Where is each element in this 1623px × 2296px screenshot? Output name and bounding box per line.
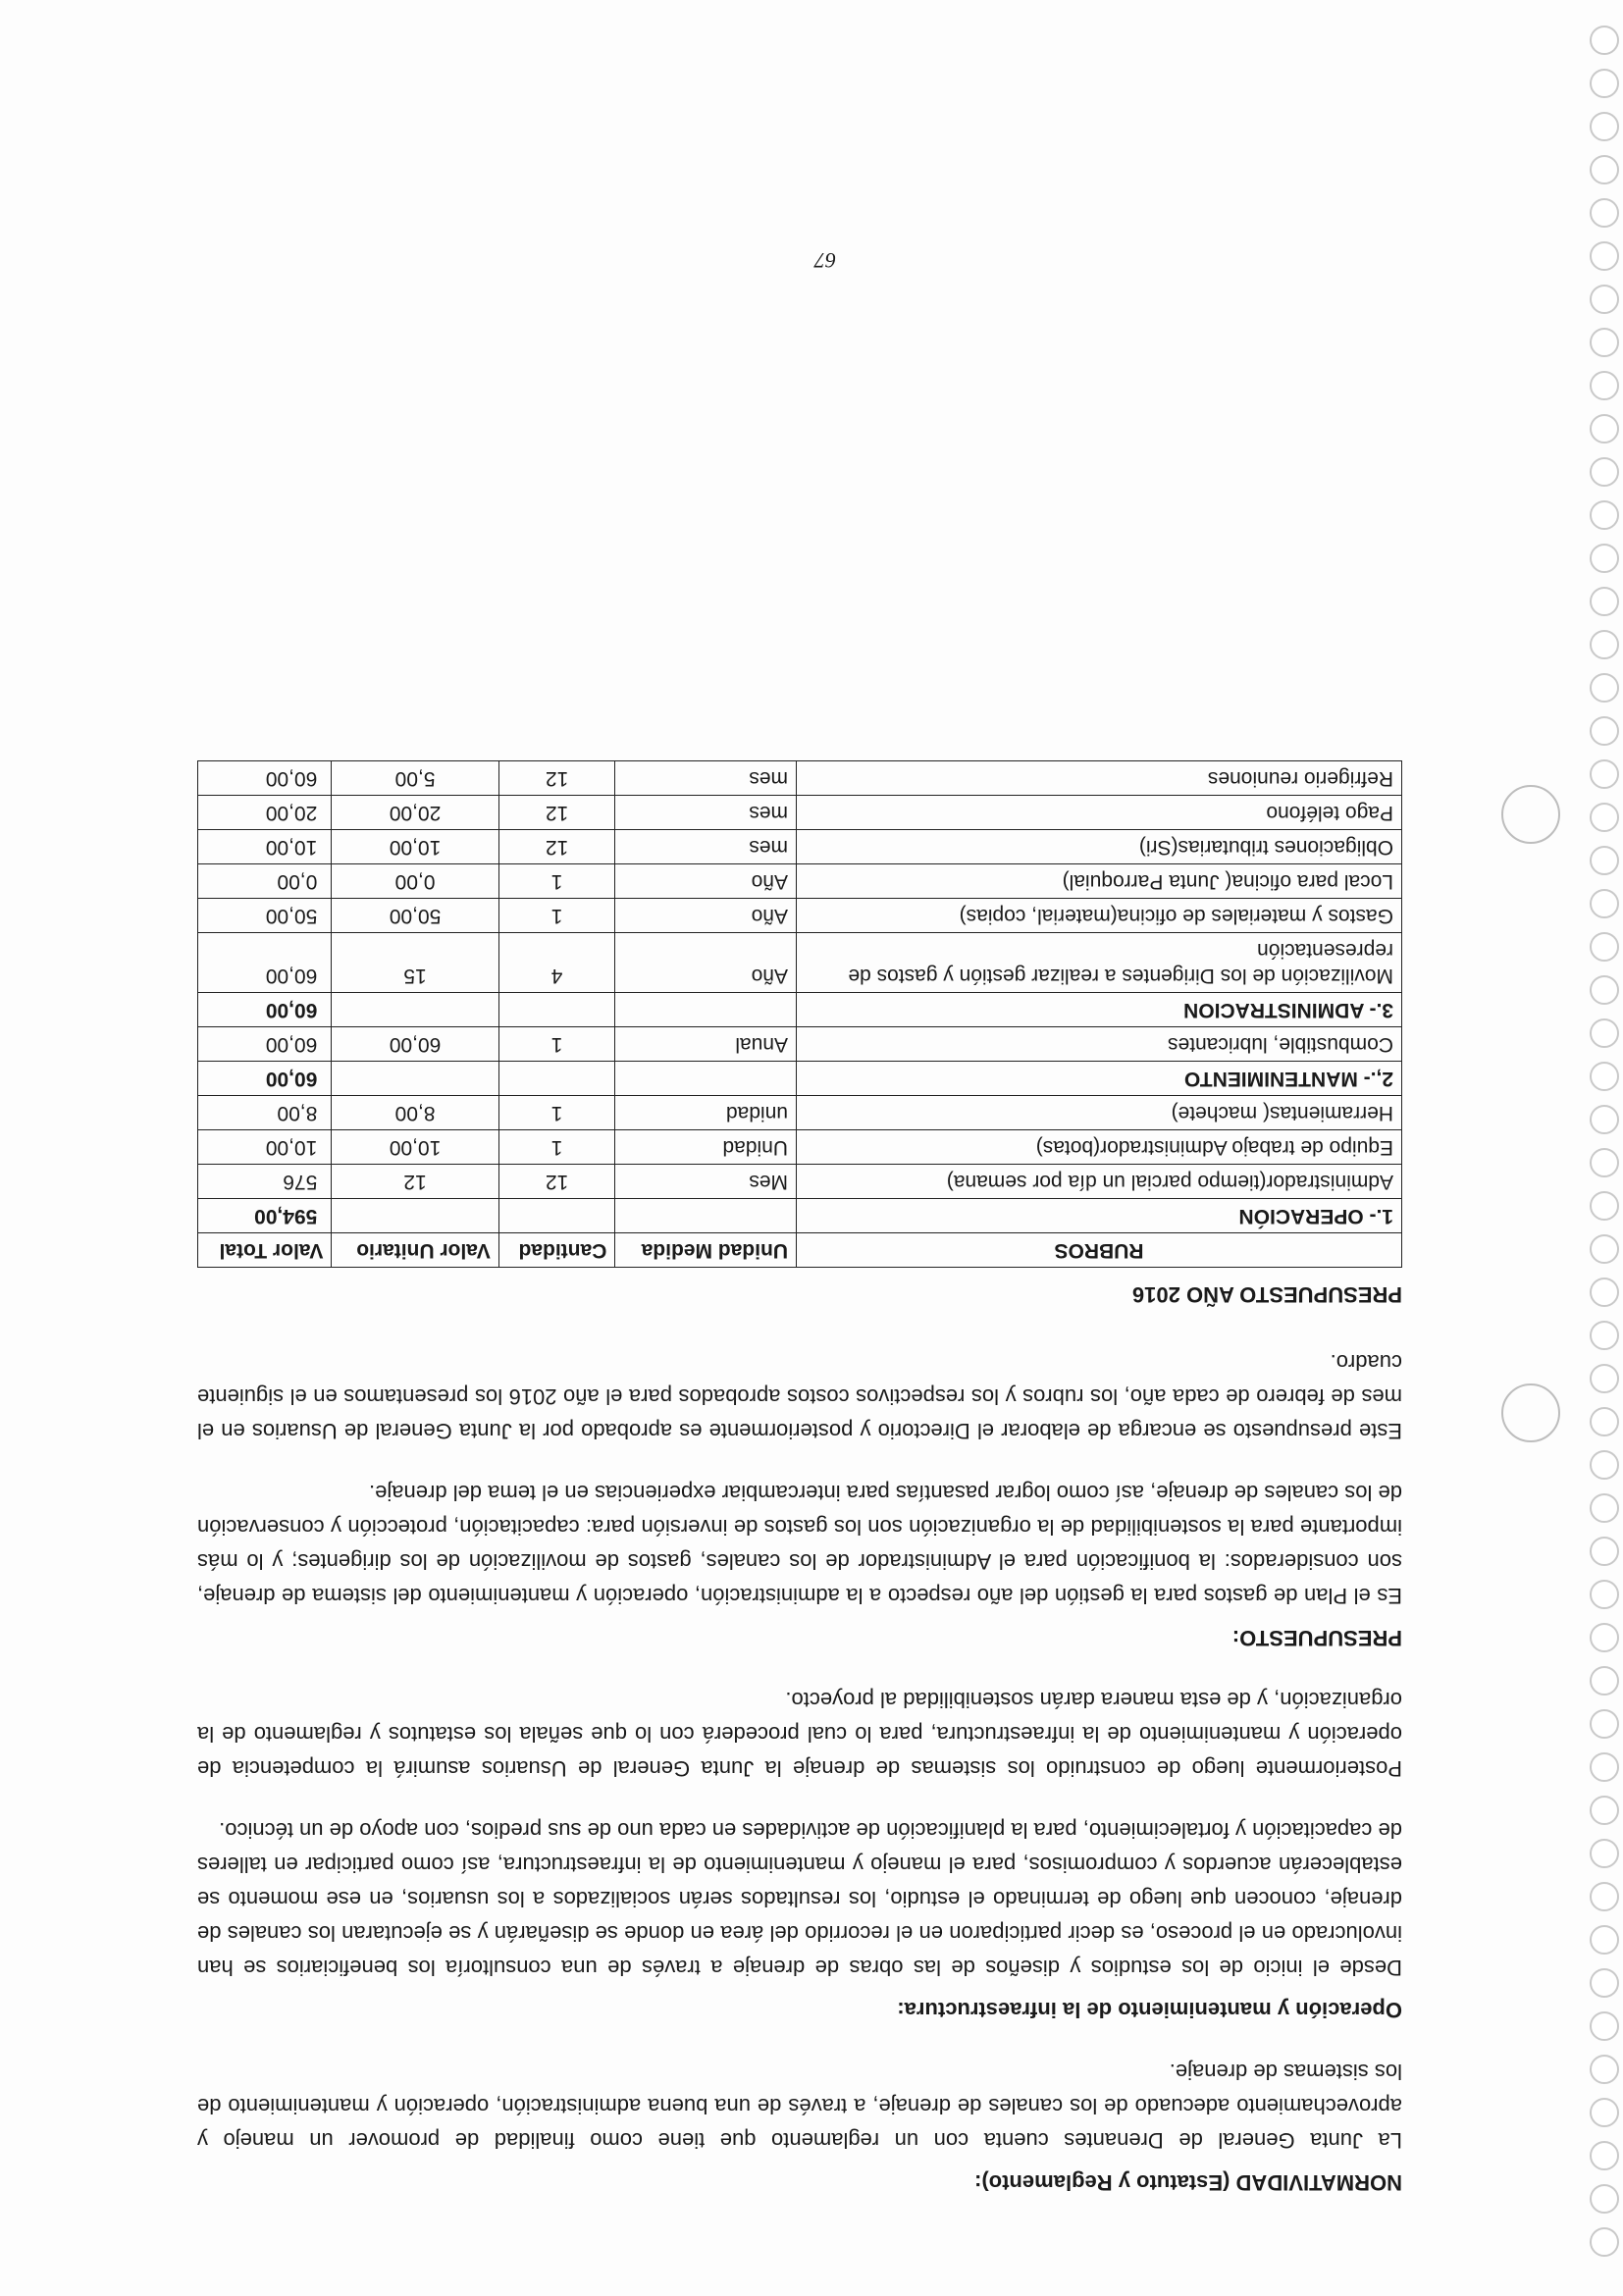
binding-hole (1590, 500, 1619, 530)
header-unidad: Unidad Medida (615, 1233, 797, 1268)
cell-unidad: mes (615, 761, 797, 796)
binding-hole (1590, 155, 1619, 184)
cell-valor-total: 60,00 (198, 1062, 332, 1096)
table-row (198, 761, 1402, 796)
cell-cantidad: 1 (498, 864, 615, 899)
binding-hole (1590, 2098, 1619, 2127)
cell-valor-unitario (332, 1062, 498, 1096)
cell-valor-unitario: 50,00 (332, 899, 498, 933)
hole-punch-ring (1501, 1383, 1560, 1442)
binding-hole (1590, 1105, 1619, 1134)
cell-valor-unitario: 8,00 (332, 1096, 498, 1130)
table-row (198, 1027, 1402, 1062)
binding-hole (1590, 1839, 1619, 1868)
binding-hole (1590, 1537, 1619, 1566)
binding-hole (1590, 1407, 1619, 1436)
binding-hole (1590, 1796, 1619, 1825)
cell-unidad: Año (615, 899, 797, 933)
binding-hole (1590, 846, 1619, 875)
cell-rubro: 2,.- MANTENIMIENTO (797, 1062, 1402, 1096)
cell-rubro: Movilización de los Dirigentes a realizar gestión y gastos de representación (797, 933, 1402, 993)
cell-cantidad: 12 (498, 1165, 615, 1199)
binding-hole (1590, 1148, 1619, 1177)
binding-hole (1590, 1278, 1619, 1307)
cell-cantidad (498, 993, 615, 1027)
cell-valor-unitario: 10,00 (332, 1130, 498, 1165)
binding-hole (1590, 587, 1619, 616)
cell-valor-unitario: 20,00 (332, 796, 498, 830)
operacion-paragraph-2: Posteriormente luego de construido los sistemas de drenaje la Junta General de Usuarios asumirá la competencia de operación y mantenimiento de la infraestructura, para lo cual procederá con lo que señala los estatutos y reglamento de la organización, y de esta manera darán sostenibilidad al proyecto. (197, 1688, 1402, 1781)
cell-unidad: Mes (615, 1165, 797, 1199)
cell-valor-unitario: 10,00 (332, 830, 498, 864)
binding-hole (1590, 1709, 1619, 1739)
binding-hole (1590, 1191, 1619, 1221)
cell-valor-unitario: 12 (332, 1165, 498, 1199)
binding-hole (1590, 759, 1619, 789)
header-valor-unitario: Valor Unitario (332, 1233, 498, 1268)
header-rubros: RUBROS (797, 1233, 1402, 1268)
binding-hole (1590, 2141, 1619, 2170)
binding-hole (1590, 414, 1619, 444)
cell-valor-total: 594,00 (198, 1199, 332, 1233)
header-valor-total: Valor Total (198, 1233, 332, 1268)
cell-valor-total: 60,00 (198, 1027, 332, 1062)
normatividad-heading: NORMATIVIDAD (Estatuto y Reglamento): (974, 2170, 1402, 2195)
binding-hole (1590, 1018, 1619, 1048)
cell-valor-total: 10,00 (198, 1130, 332, 1165)
binding-hole (1590, 1580, 1619, 1609)
binding-hole (1590, 1321, 1619, 1350)
table-row (198, 1130, 1402, 1165)
cell-valor-total: 10,00 (198, 830, 332, 864)
binding-hole (1590, 285, 1619, 314)
cell-cantidad: 4 (498, 933, 615, 993)
binding-hole (1590, 2055, 1619, 2084)
binding-hole (1590, 1234, 1619, 1264)
budget-rows (198, 761, 1402, 1233)
cell-rubro: 3.- ADMINISTRACION (797, 993, 1402, 1027)
budget-table (197, 760, 1402, 1268)
cell-unidad: unidad (615, 1096, 797, 1130)
presupuesto-paragraph-2: Este presupuesto se encarga de elaborar el Directorio y posteriormente es aprobado por la Junta General de Usuarios en el mes de febrero de cada año, los rubros y los respectivos costos aprobados para el año 2016 los presentamos en el siguiente cuadro. (197, 1350, 1402, 1443)
binding-hole (1590, 328, 1619, 357)
binding-hole (1590, 371, 1619, 400)
cell-cantidad: 1 (498, 899, 615, 933)
cell-rubro: Gastos y materiales de oficina(material, copias) (797, 899, 1402, 933)
cell-valor-total: 8,00 (198, 1096, 332, 1130)
cell-unidad (615, 1062, 797, 1096)
binding-hole (1590, 630, 1619, 659)
cell-unidad: Año (615, 933, 797, 993)
cell-valor-total: 60,00 (198, 993, 332, 1027)
binding-hole (1590, 673, 1619, 703)
cell-rubro: Herramientas( machete) (797, 1096, 1402, 1130)
hole-punch-ring (1501, 785, 1560, 844)
budget-header-row (198, 1233, 1402, 1268)
cell-unidad: mes (615, 796, 797, 830)
table-row (198, 1165, 1402, 1199)
cell-rubro: 1.- OPERACIÓN (797, 1199, 1402, 1233)
cell-cantidad: 1 (498, 1027, 615, 1062)
cell-rubro: Obligaciones tributarias(Sri) (797, 830, 1402, 864)
cell-valor-unitario: 5,00 (332, 761, 498, 796)
table-row (198, 796, 1402, 830)
table-row (198, 899, 1402, 933)
table-row (198, 933, 1402, 993)
cell-unidad: mes (615, 830, 797, 864)
binding-hole (1590, 241, 1619, 271)
cell-unidad: Año (615, 864, 797, 899)
cell-rubro: Pago teléfono (797, 796, 1402, 830)
table-section-row (198, 993, 1402, 1027)
binding-hole (1590, 1968, 1619, 1998)
binding-hole (1590, 1925, 1619, 1955)
binding-hole (1590, 1450, 1619, 1480)
binding-hole (1590, 69, 1619, 98)
binding-hole (1590, 457, 1619, 487)
cell-unidad: Unidad (615, 1130, 797, 1165)
cell-valor-total: 576 (198, 1165, 332, 1199)
budget-title: PRESUPUESTO AÑO 2016 (1131, 1282, 1402, 1307)
cell-valor-unitario (332, 993, 498, 1027)
binding-hole (1590, 889, 1619, 918)
binding-hole (1590, 1752, 1619, 1782)
cell-valor-unitario (332, 1199, 498, 1233)
cell-unidad: Anual (615, 1027, 797, 1062)
cell-valor-total: 60,00 (198, 933, 332, 993)
binding-hole (1590, 932, 1619, 962)
cell-valor-unitario: 60,00 (332, 1027, 498, 1062)
cell-valor-unitario: 0,00 (332, 864, 498, 899)
binding-hole (1590, 2184, 1619, 2214)
binding-hole (1590, 1062, 1619, 1091)
cell-cantidad: 1 (498, 1096, 615, 1130)
cell-cantidad: 12 (498, 761, 615, 796)
cell-valor-unitario: 15 (332, 933, 498, 993)
binding-hole (1590, 1666, 1619, 1696)
table-section-row (198, 1062, 1402, 1096)
cell-valor-total: 60,00 (198, 761, 332, 796)
cell-rubro: Local para oficina( Junta Parroquial) (797, 864, 1402, 899)
cell-valor-total: 20,00 (198, 796, 332, 830)
cell-cantidad: 1 (498, 1130, 615, 1165)
binding-hole (1590, 544, 1619, 573)
binding-hole (1590, 716, 1619, 746)
presupuesto-heading: PRESUPUESTO: (1231, 1626, 1402, 1650)
document-body (197, 760, 1402, 2200)
presupuesto-paragraph-1: Es el Plan de gastos para la gestión del año respecto a la administración, operación y mantenimiento del sistema de drenaje, son considerados: la bonificación para el Administrador de los canales, gastos de movilización de los dirigentes; y lo más importante para la sostenibilidad de la organización son los gastos de inversión para: capacitación, protección y conservación de los canales de drenaje, así como lograr pasantías para intercambiar experiencias en el tema del drenaje. (197, 1481, 1402, 1608)
cell-rubro: Administrador(tiempo parcial un día por semana) (797, 1165, 1402, 1199)
binding-hole (1590, 975, 1619, 1005)
cell-rubro: Combustible, lubricantes (797, 1027, 1402, 1062)
operacion-heading: Operación y mantenimiento de la infraestructura: (897, 1998, 1402, 2022)
cell-valor-total: 50,00 (198, 899, 332, 933)
operacion-paragraph-1: Desde el inicio de los estudios y diseños de las obras de drenaje a través de una consultoría los beneficiarios se han involucrado en el proceso, es decir participaron en el recorrido del área en donde se diseñarán y se ejecutaran los canales de drenaje, conocen que luego de terminado el estudio, los resultados serán socializados a los usuarios, en ese momento se establecerán acuerdos y compromisos, para el manejo y mantenimiento de la infraestructura, así como participar en talleres de capacitación y fortalecimiento, para la planificación de actividades en cada uno de sus predios, con apoyo de un técnico. (197, 1818, 1402, 1980)
binding-hole (1590, 198, 1619, 228)
binding-hole (1590, 1493, 1619, 1523)
binding-hole (1590, 2011, 1619, 2041)
table-row (198, 1096, 1402, 1130)
binding-hole (1590, 26, 1619, 55)
table-row (198, 830, 1402, 864)
binding-hole (1590, 1623, 1619, 1652)
cell-rubro: Refrigerio reuniones (797, 761, 1402, 796)
binding-hole (1590, 112, 1619, 141)
binding-hole (1590, 803, 1619, 832)
binding-hole (1590, 1882, 1619, 1911)
binding-holes (1564, 0, 1623, 2296)
header-cantidad: Cantidad (498, 1233, 615, 1268)
cell-cantidad (498, 1062, 615, 1096)
cell-unidad (615, 993, 797, 1027)
table-row (198, 864, 1402, 899)
cell-valor-total: 0,00 (198, 864, 332, 899)
cell-cantidad: 12 (498, 830, 615, 864)
table-section-row (198, 1199, 1402, 1233)
binding-hole (1590, 2227, 1619, 2257)
page-number: 67 (814, 248, 836, 273)
cell-unidad (615, 1199, 797, 1233)
cell-rubro: Equipo de trabajo Administrador(botas) (797, 1130, 1402, 1165)
binding-hole (1590, 1364, 1619, 1393)
cell-cantidad (498, 1199, 615, 1233)
cell-cantidad: 12 (498, 796, 615, 830)
normatividad-paragraph: La Junta General de Drenantes cuenta con un reglamento que tiene como finalidad de promover un manejo y aprovechamiento adecuado de los canales de drenaje, a través de una buena administración, operación y mantenimiento de los sistemas de drenaje. (197, 2060, 1402, 2153)
